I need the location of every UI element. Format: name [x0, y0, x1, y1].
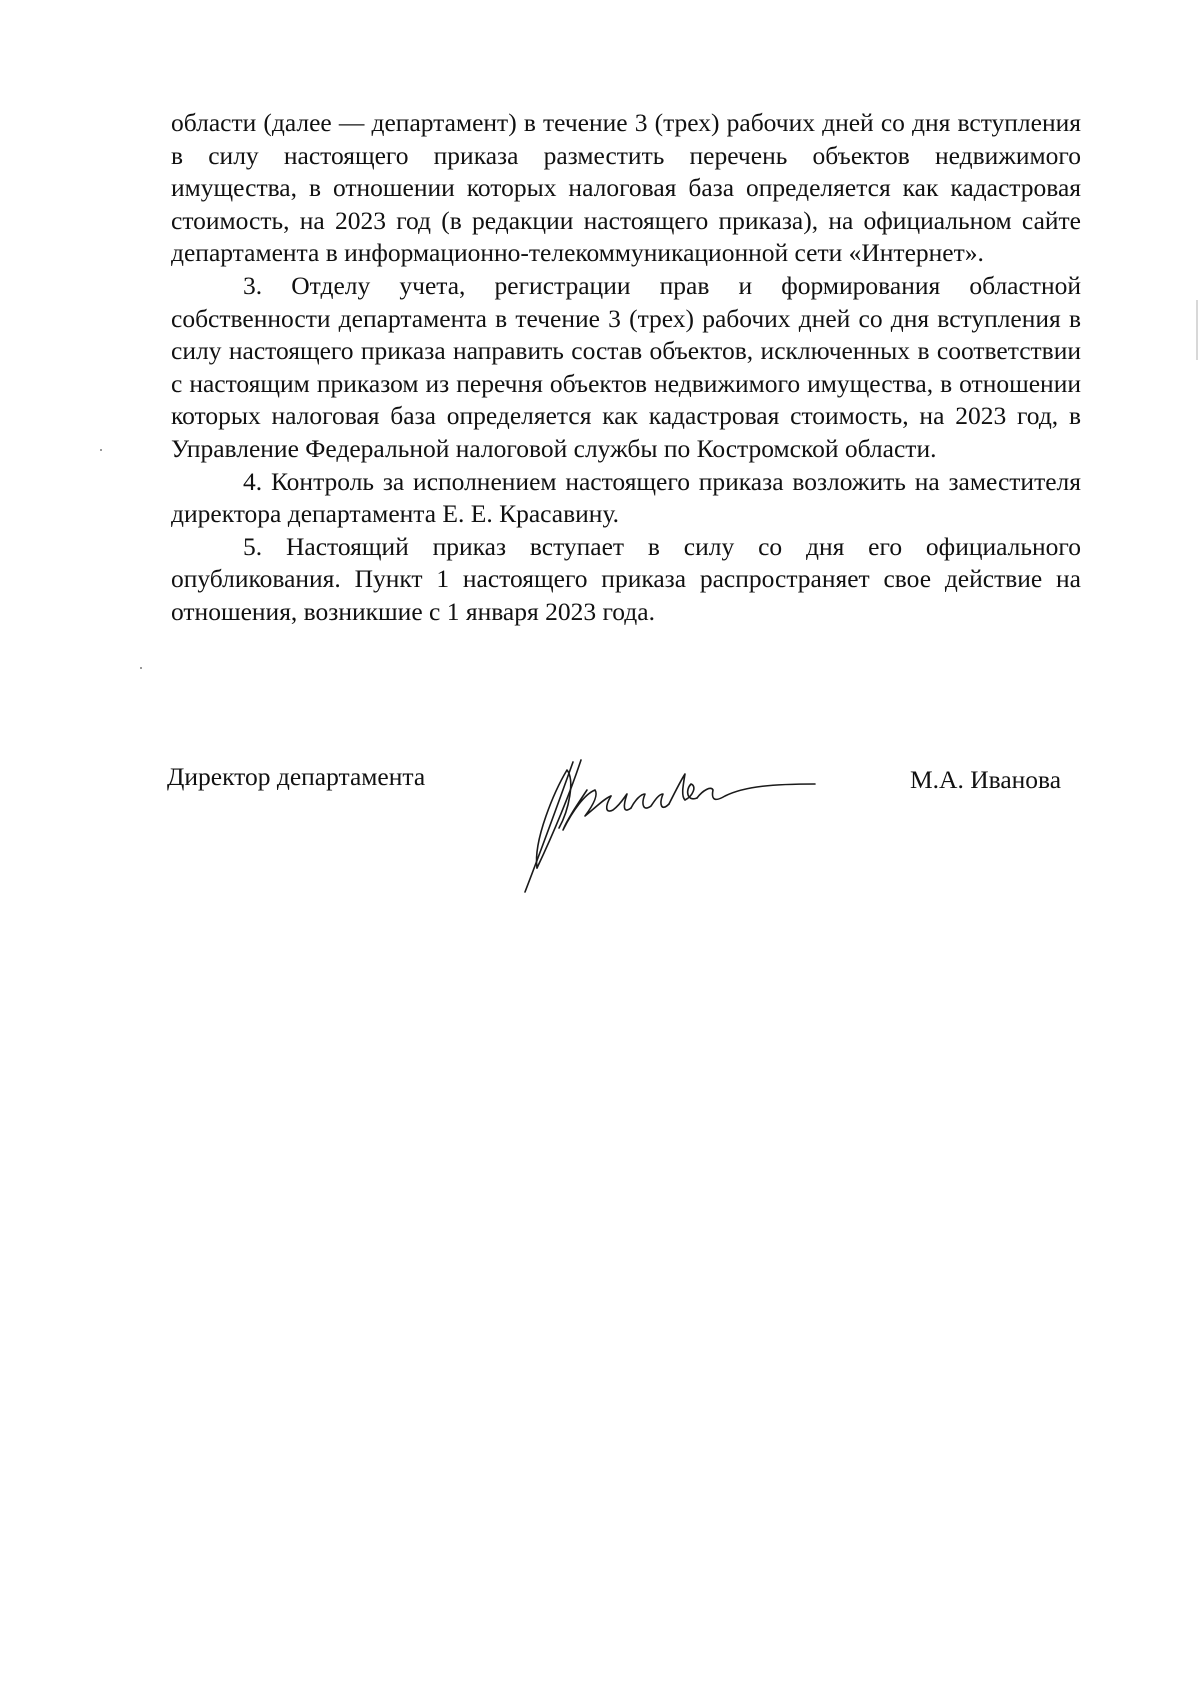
paragraph-item-4: 4. Контроль за исполнением настоящего приказа возложить на заместителя директора департамента Е. Е. Красавину. [171, 466, 1081, 529]
scan-speck [100, 449, 102, 451]
signatory-title: Директор департамента [167, 762, 426, 791]
signatory-name: М.А. Иванова [910, 765, 1062, 794]
paragraph-item-5: 5. Настоящий приказ вступает в силу со дня его официального опубликования. Пункт 1 настоящего приказа распространяет свое действие на отношения, возникшие с 1 января 2023 года. [171, 531, 1081, 626]
document-body [171, 107, 1081, 629]
signature-block [0, 750, 1200, 910]
paragraph-continuation: области (далее — департамент) в течение 3 (трех) рабочих дней со дня вступления в силу настоящего приказа разместить перечень объектов недвижимого имущества, в отношении которых налоговая база определяется как кадастровая стоимость, на 2023 год (в редакции настоящего приказа), на официальном сайте департамента в информационно-телекоммуникационной сети «Интернет». [171, 108, 1081, 268]
handwritten-signature [515, 750, 845, 910]
scan-speck [140, 667, 142, 669]
scan-speck [1196, 300, 1198, 360]
paragraph-item-3: 3. Отделу учета, регистрации прав и формирования областной собственности департамента в течение 3 (трех) рабочих дней со дня вступления в силу настоящего приказа направить состав объектов, исключенных в соответствии с настоящим приказом из перечня объектов недвижимого имущества, в отношении которых налоговая база определяется как кадастровая стоимость, на 2023 год, в Управление Федеральной налоговой службы по Костромской области. [171, 270, 1081, 463]
